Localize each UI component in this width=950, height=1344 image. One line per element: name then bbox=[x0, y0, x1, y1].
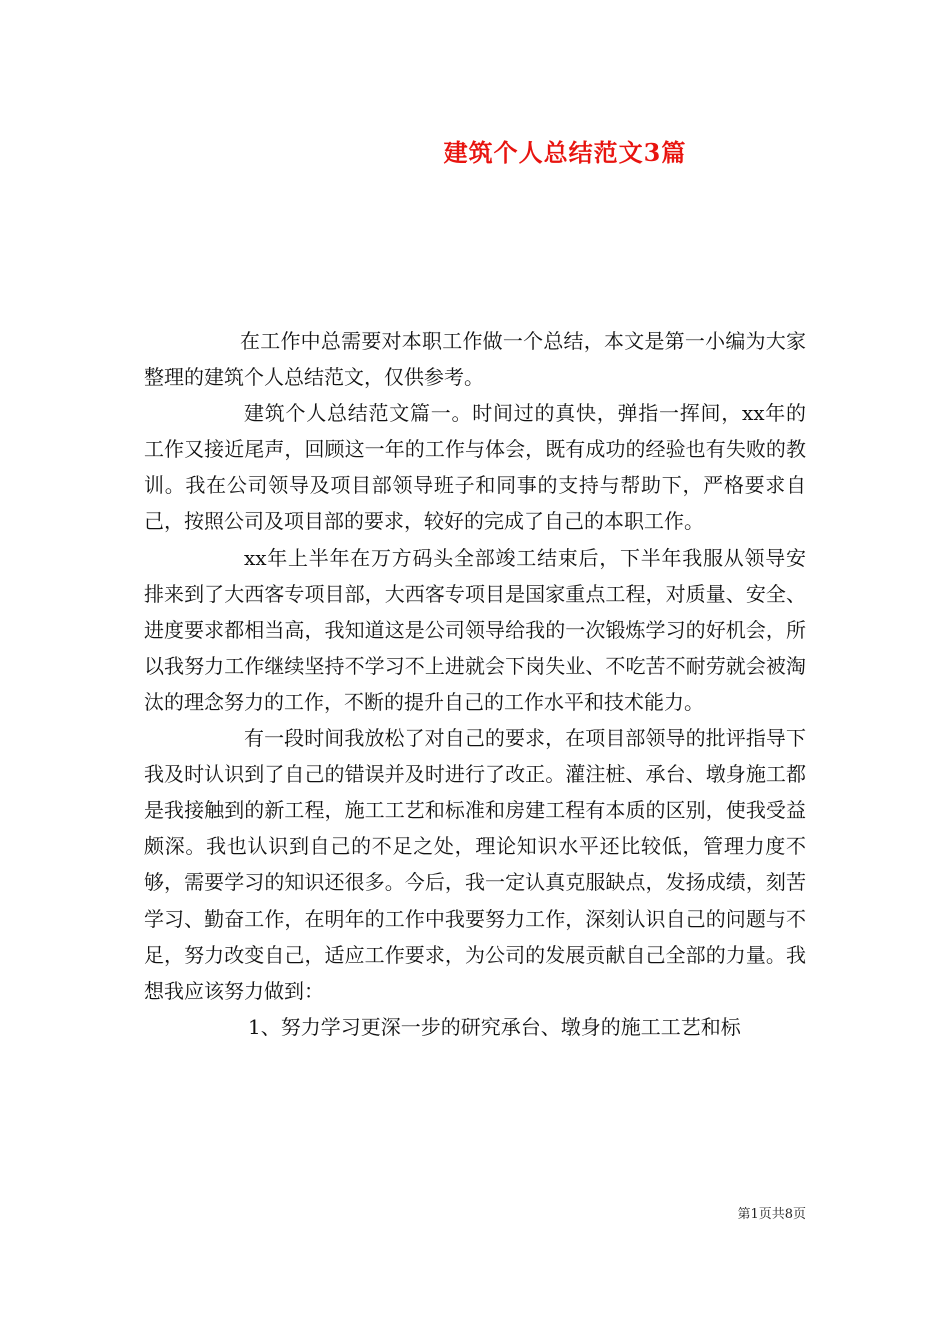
document-title: 建筑个人总结范文3篇 bbox=[443, 138, 687, 167]
paragraph-self-reflection: 有一段时间我放松了对自己的要求，在项目部领导的批评指导下我及时认识到了自己的错误并及时进行了改正。灌注桩、承台、墩身施工都是我接触到的新工程，施工工艺和标准和房建工程有本质的区别，使我受益颇深。我也认识到自己的不足之处，理论知识水平还比较低，管理力度不够，需要学习的知识还很多。今后，我一定认真克服缺点，发扬成绩，刻苦学习、勤奋工作，在明年的工作中我要努力工作，深刻认识自己的问题与不足，努力改变自己，适应工作要求，为公司的发展贡献自己全部的力量。我想我应该努力做到： bbox=[144, 726, 806, 1003]
page-number-footer: 第1页共8页 bbox=[737, 1207, 806, 1222]
paragraph-second-half-year: xx年上半年在万方码头全部竣工结束后，下半年我服从领导安排来到了大西客专项目部，大西客专项目是国家重点工程，对质量、安全、进度要求都相当高，我知道这是公司领导给我的一次锻炼学习的好机会，所以我努力工作继续坚持不学习不上进就会下岗失业、不吃苦不耐劳就会被淘汰的理念努力的工作，不断的提升自己的工作水平和技术能力。 bbox=[144, 545, 806, 714]
document-body bbox=[144, 323, 806, 1045]
paragraph-part-one: 建筑个人总结范文篇一。时间过的真快，弹指一挥间，xx年的工作又接近尾声，回顾这一年的工作与体会，既有成功的经验也有失败的教训。我在公司领导及项目部领导班子和同事的支持与帮助下，严格要求自己，按照公司及项目部的要求，较好的完成了自己的本职工作。 bbox=[144, 401, 806, 534]
paragraph-item-one: 1、努力学习更深一步的研究承台、墩身的施工工艺和标 bbox=[248, 1014, 741, 1039]
paragraph-intro: 在工作中总需要对本职工作做一个总结，本文是第一小编为大家整理的建筑个人总结范文，仅供参考。 bbox=[144, 329, 806, 390]
